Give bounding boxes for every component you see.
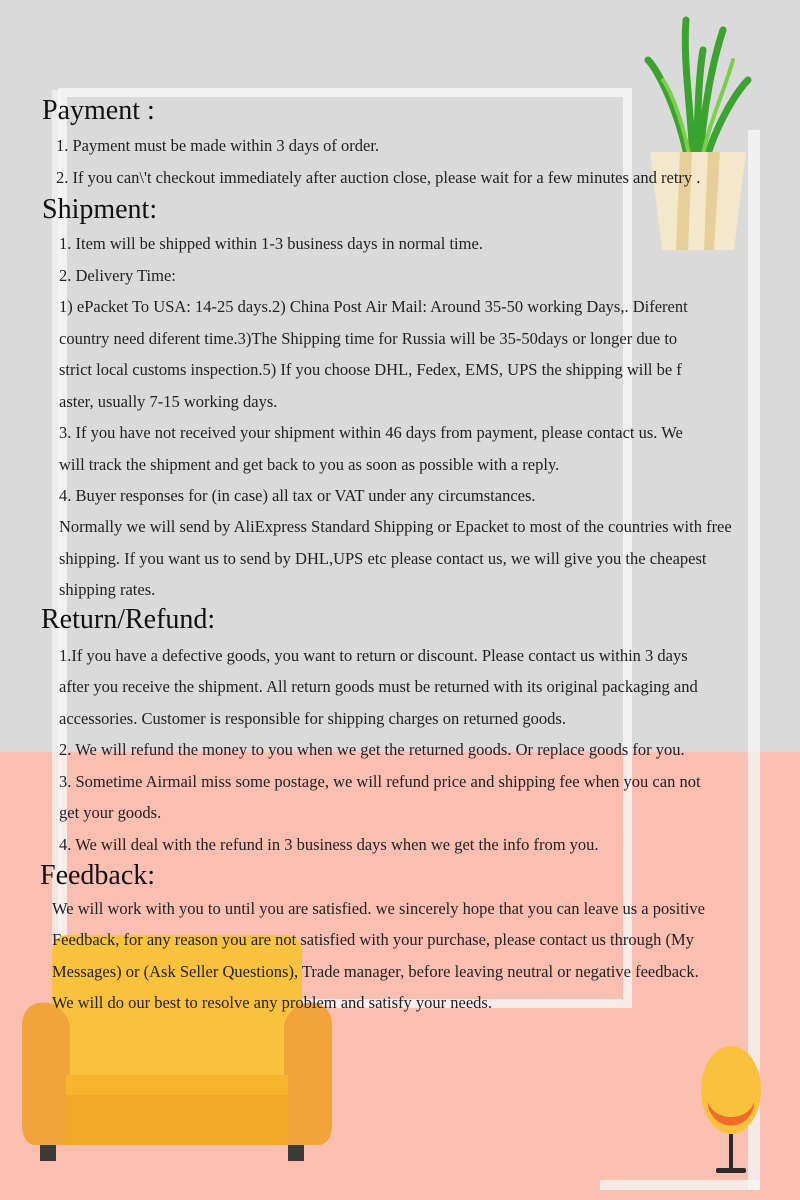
shipment-line: shipping rates. <box>59 580 156 599</box>
shipment-line: 2. Delivery Time: <box>59 266 176 285</box>
shipment-line: will track the shipment and get back to you as soon as possible with a reply. <box>59 455 560 474</box>
shipment-line: shipping. If you want us to send by DHL,UPS etc please contact us, we will give you the cheapest <box>59 549 707 568</box>
feedback-line: We will do our best to resolve any problem and satisfy your needs. <box>52 993 492 1012</box>
refund-line: after you receive the shipment. All return goods must be returned with its original packaging and <box>59 677 698 696</box>
shipment-line: aster, usually 7-15 working days. <box>59 392 278 411</box>
shipment-line: 4. Buyer responses for (in case) all tax or VAT under any circumstances. <box>59 486 536 505</box>
shipment-line: 3. If you have not received your shipment within 46 days from payment, please contact us. We <box>59 423 683 442</box>
payment-line: 2. If you can\'t checkout immediately after auction close, please wait for a few minutes and retry . <box>56 168 701 187</box>
shipment-line: Normally we will send by AliExpress Standard Shipping or Epacket to most of the countries with free <box>59 517 732 536</box>
refund-line: 3. Sometime Airmail miss some postage, we will refund price and shipping fee when you can not <box>59 772 701 791</box>
refund-line: 4. We will deal with the refund in 3 business days when we get the info from you. <box>59 835 599 854</box>
shipment-line: 1) ePacket To USA: 14-25 days.2) China Post Air Mail: Around 35-50 working Days,. Diferent <box>59 297 688 316</box>
shipment-line: strict local customs inspection.5) If you choose DHL, Fedex, EMS, UPS the shipping will be f <box>59 360 682 379</box>
shipment-heading: Shipment: <box>42 194 158 225</box>
shipment-line: country need diferent time.3)The Shipping time for Russia will be 35-50days or longer due to <box>59 329 678 348</box>
refund-line: get your goods. <box>59 803 162 822</box>
feedback-line: Messages) or (Ask Seller Questions), Trade manager, before leaving neutral or negative feedback. <box>52 962 699 981</box>
refund-line: 2. We will refund the money to you when we get the returned goods. Or replace goods for you. <box>59 740 685 759</box>
feedback-heading: Feedback: <box>40 860 156 891</box>
feedback-line: We will work with you to until you are satisfied. we sincerely hope that you can leave us a positive <box>52 899 706 918</box>
refund-line: 1.If you have a defective goods, you want to return or discount. Please contact us within 3 days <box>59 646 688 665</box>
feedback-line: Feedback, for any reason you are not satisfied with your purchase, please contact us through (My <box>52 930 694 949</box>
payment-heading: Payment : <box>42 95 155 126</box>
refund-line: accessories. Customer is responsible for shipping charges on returned goods. <box>59 709 566 728</box>
shipment-line: 1. Item will be shipped within 1-3 business days in normal time. <box>59 234 483 253</box>
refund-heading: Return/Refund: <box>41 604 216 635</box>
payment-line: 1. Payment must be made within 3 days of order. <box>56 136 380 155</box>
